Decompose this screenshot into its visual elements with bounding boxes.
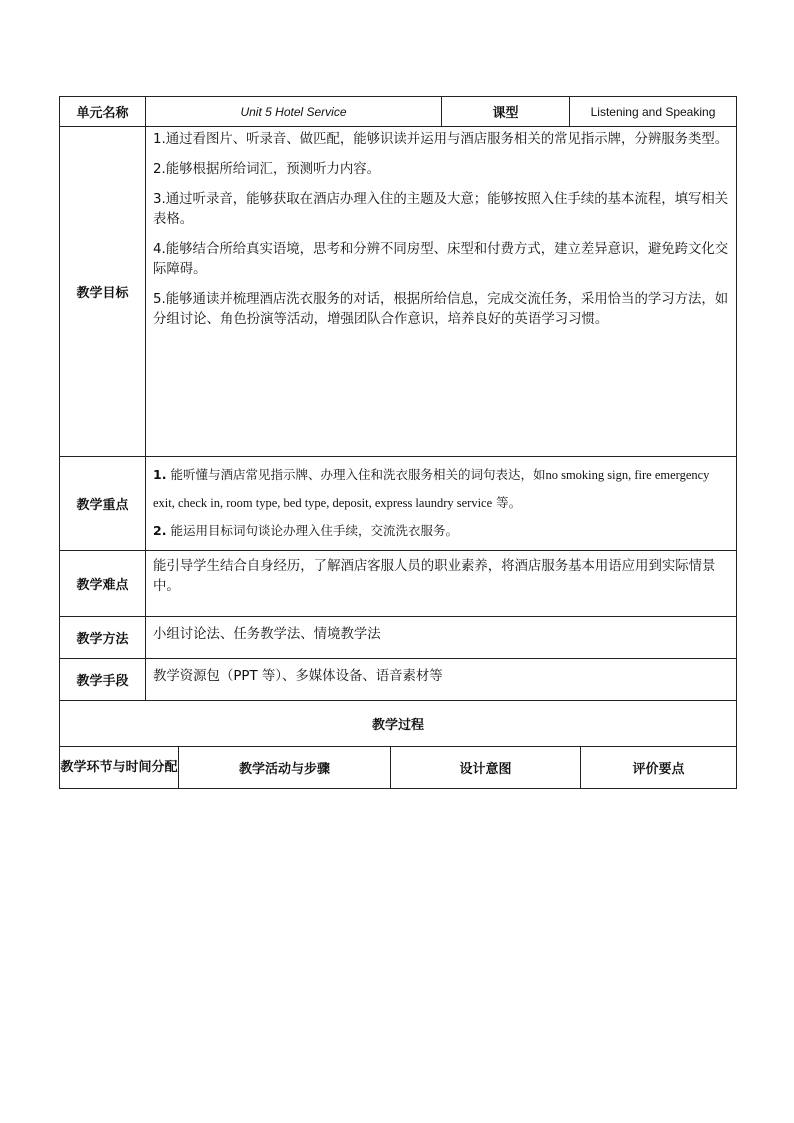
key-points-row (60, 457, 737, 551)
unit-name-label: 单元名称 (60, 97, 146, 127)
process-col-stage: 教学环节与时间分配 (60, 747, 179, 789)
key-point-text-end: 等。 (492, 495, 522, 510)
key-point-text: 能运用目标词句谈论办理入住手续，交流洗衣服务。 (170, 523, 458, 538)
objective-item: 5.能够通读并梳理酒店洗衣服务的对话，根据所给信息，完成交流任务，采用恰当的学习方法，如分组讨论、角色扮演等活动，增强团队合作意识，培养良好的英语学习习惯。 (153, 292, 729, 327)
lesson-plan-table (59, 96, 737, 747)
key-points-label: 教学重点 (60, 457, 146, 551)
objective-item: 2.能够根据所给词汇，预测听力内容。 (153, 162, 381, 177)
objective-item: 1.通过看图片、听录音、做匹配，能够识读并运用与酒店服务相关的常见指示牌，分辨服务类型。 (153, 132, 729, 147)
objective-item: 3.通过听录音，能够获取在酒店办理入住的主题及大意；能够按照入住手续的基本流程，填写相关表格。 (153, 192, 729, 227)
process-col-intent: 设计意图 (391, 747, 581, 789)
key-points-content (146, 457, 737, 551)
process-header-row (60, 747, 737, 789)
key-point-text: 能听懂与酒店常见指示牌、办理入住和洗衣服务相关的词句表达，如 (170, 467, 546, 482)
difficulties-content: 能引导学生结合自身经历，了解酒店客服人员的职业素养，将酒店服务基本用语应用到实际情景中。 (146, 551, 737, 617)
process-title-row (60, 701, 737, 747)
means-content: 教学资源包（PPT 等）、多媒体设备、语音素材等 (146, 659, 737, 701)
key-point-vocabulary: no smoking sign, fire emergency exit, check in, room type, bed type, deposit, express laundry service (153, 468, 710, 510)
unit-row (60, 97, 737, 127)
difficulties-row (60, 551, 737, 617)
difficulties-label: 教学难点 (60, 551, 146, 617)
unit-name-value: Unit 5 Hotel Service (146, 97, 442, 127)
methods-content: 小组讨论法、任务教学法、情境教学法 (146, 617, 737, 659)
process-col-activities: 教学活动与步骤 (179, 747, 391, 789)
process-header-table (59, 746, 737, 789)
process-title: 教学过程 (60, 701, 737, 747)
means-label: 教学手段 (60, 659, 146, 701)
key-point-number: 2. (153, 523, 167, 538)
key-point-item (153, 461, 732, 517)
key-point-item (153, 517, 732, 545)
methods-row (60, 617, 737, 659)
objectives-content (146, 127, 737, 457)
lesson-type-value: Listening and Speaking (570, 97, 737, 127)
objective-item: 4.能够结合所给真实语境，思考和分辨不同房型、床型和付费方式，建立差异意识，避免跨文化交际障碍。 (153, 242, 729, 277)
objectives-row (60, 127, 737, 457)
objectives-label: 教学目标 (60, 127, 146, 457)
lesson-type-label: 课型 (442, 97, 570, 127)
methods-label: 教学方法 (60, 617, 146, 659)
means-row (60, 659, 737, 701)
key-point-number: 1. (153, 467, 167, 482)
process-col-evaluation: 评价要点 (581, 747, 737, 789)
